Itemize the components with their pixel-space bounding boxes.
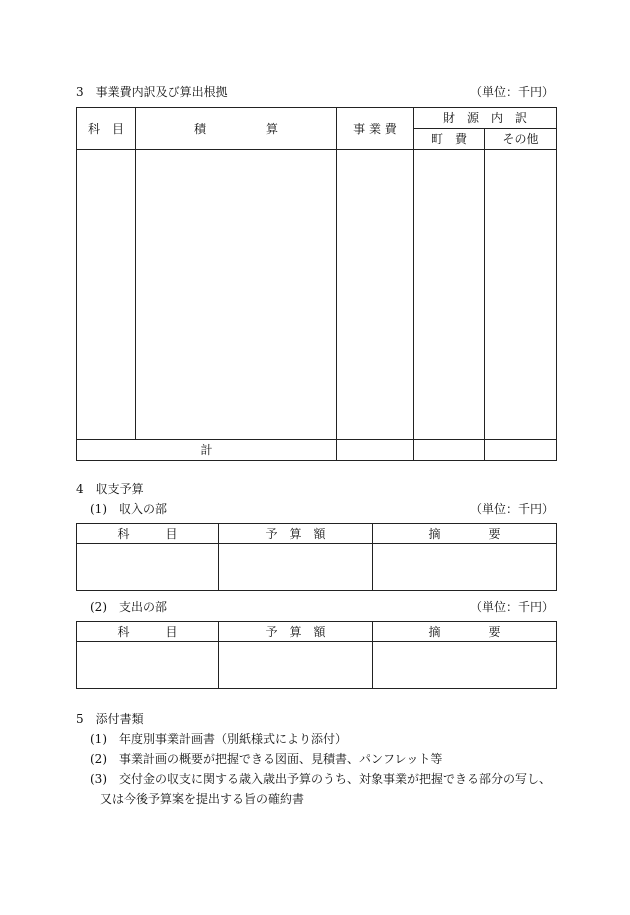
cell-other[interactable] <box>485 150 557 440</box>
income-heading: (1) 収入の部 <box>90 502 167 516</box>
expense-header-subject: 科 目 <box>77 622 219 642</box>
total-town-expense[interactable] <box>414 440 485 461</box>
cell-calculation[interactable] <box>136 150 337 440</box>
cost-breakdown-table <box>76 107 557 461</box>
income-cell-budget[interactable] <box>219 544 373 591</box>
expense-cell-summary[interactable] <box>373 642 557 689</box>
total-other[interactable] <box>485 440 557 461</box>
expense-cell-subject[interactable] <box>77 642 219 689</box>
cell-project-cost[interactable] <box>337 150 414 440</box>
expense-cell-budget[interactable] <box>219 642 373 689</box>
header-calculation: 積 算 <box>136 108 337 150</box>
header-other: その他 <box>485 129 557 150</box>
section4-heading: 4 収支予算 <box>76 482 144 496</box>
attachment-item-1: (1) 年度別事業計画書（別紙様式により添付） <box>90 732 347 746</box>
income-cell-subject[interactable] <box>77 544 219 591</box>
income-table <box>76 523 557 591</box>
income-header-summary: 摘 要 <box>373 524 557 544</box>
total-project-cost[interactable] <box>337 440 414 461</box>
header-subject: 科 目 <box>77 108 136 150</box>
cell-town-expense[interactable] <box>414 150 485 440</box>
total-label: 計 <box>77 440 337 461</box>
header-project-cost: 事 業 費 <box>337 108 414 150</box>
expense-heading: (2) 支出の部 <box>90 600 167 614</box>
income-header-subject: 科 目 <box>77 524 219 544</box>
income-header-budget: 予 算 額 <box>219 524 373 544</box>
income-cell-summary[interactable] <box>373 544 557 591</box>
attachment-item-2: (2) 事業計画の概要が把握できる図面、見積書、パンフレット等 <box>90 752 443 766</box>
header-town-expense: 町 費 <box>414 129 485 150</box>
attachment-item-3: (3) 交付金の収支に関する歳入歳出予算のうち、対象事業が把握できる部分の写し、 <box>90 772 552 786</box>
section5-heading: 5 添付書類 <box>76 712 144 726</box>
attachment-item-3-continued: 又は今後予算案を提出する旨の確約書 <box>100 792 305 806</box>
expense-header-budget: 予 算 額 <box>219 622 373 642</box>
expense-unit: （単位：千円） <box>470 600 555 614</box>
income-unit: （単位：千円） <box>470 502 555 516</box>
section3-unit: （単位：千円） <box>470 85 555 99</box>
section3-heading: 3 事業費内訳及び算出根拠 <box>76 85 228 99</box>
header-funding-breakdown: 財 源 内 訳 <box>414 108 557 129</box>
cell-subject[interactable] <box>77 150 136 440</box>
expense-header-summary: 摘 要 <box>373 622 557 642</box>
expense-table <box>76 621 557 689</box>
